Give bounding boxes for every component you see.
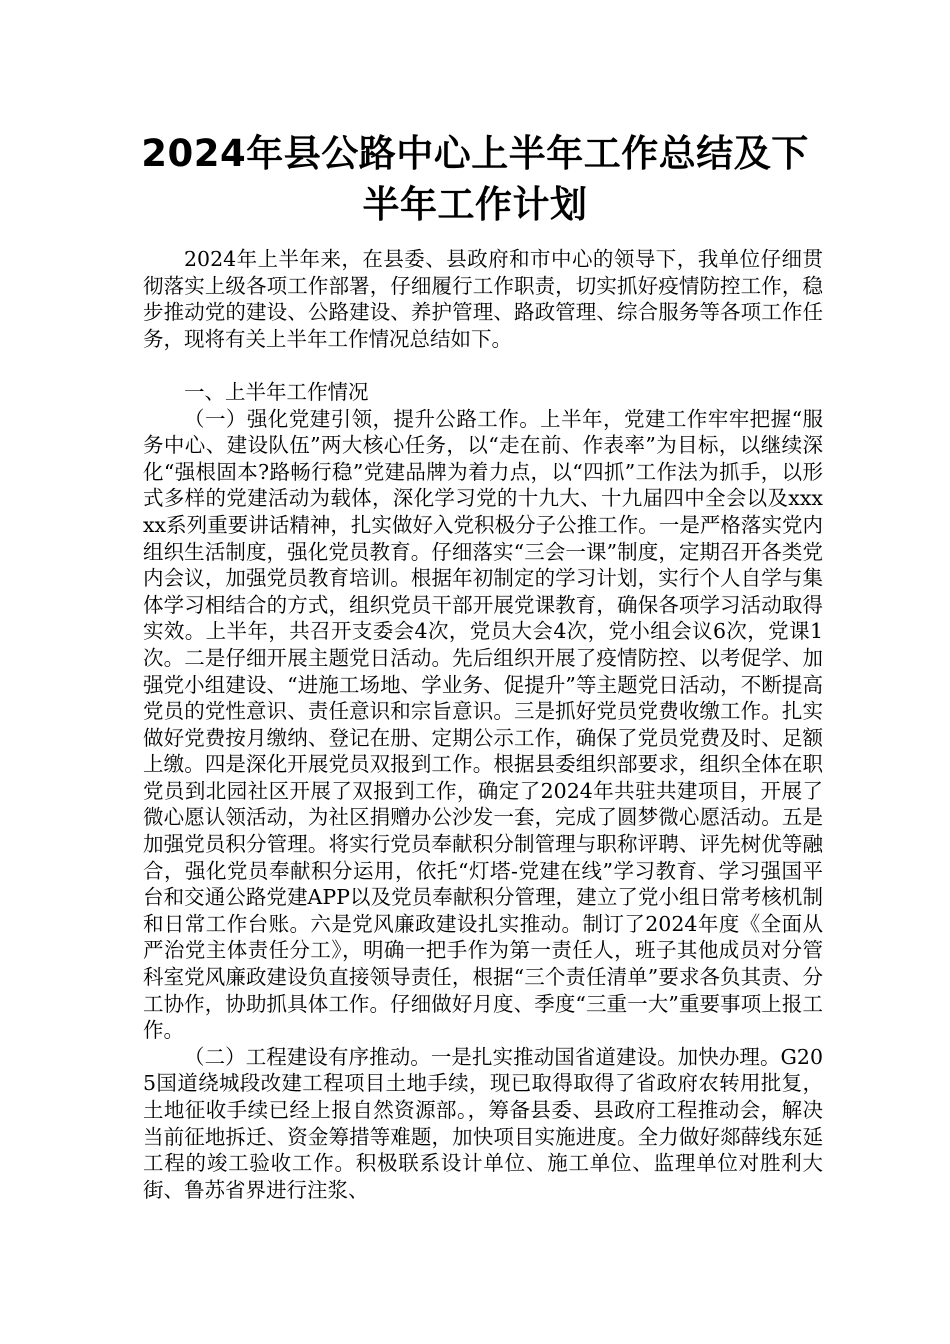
document-body <box>143 246 823 1203</box>
title-line-2: 半年工作计划 <box>362 183 588 226</box>
body-paragraph: （二）工程建设有序推动。一是扎实推动国省道建设。加快办理。G205国道绕城段改建工程项目土地手续，现已取得取得了省政府农转用批复，土地征收手续已经上报自然资源部。，筹备县委、县政府工程推动会，解决当前征地拆迁、资金筹措等难题，加快项目实施进度。全力做好郯薛线东延工程的竣工验收工作。积极联系设计单位、施工单位、监理单位对胜利大街、鲁苏省界进行注浆、 <box>143 1044 823 1202</box>
page-title <box>120 128 830 230</box>
section-heading: 一、上半年工作情况 <box>184 379 369 404</box>
body-paragraph: （一）强化党建引领，提升公路工作。上半年，党建工作牢牢把握“服务中心、建设队伍”两大核心任务，以“走在前、作表率”为目标，以继续深化“强根固本?路畅行稳”党建品牌为着力点，以“四抓”工作法为抓手，以形式多样的党建活动为载体，深化学习党的十九大、十九届四中全会以及xxxxx系列重要讲话精神，扎实做好入党积极分子公推工作。一是严格落实党内组织生活制度，强化党员教育。仔细落实“三会一课”制度，定期召开各类党内会议，加强党员教育培训。根据年初制定的学习计划，实行个人自学与集体学习相结合的方式，组织党员干部开展党课教育，确保各项学习活动取得实效。上半年，共召开支委会4次，党员大会4次，党小组会议6次，党课1次。二是仔细开展主题党日活动。先后组织开展了疫情防控、以考促学、加强党小组建设、“进施工场地、学业务、促提升”等主题党日活动，不断提高党员的党性意识、责任意识和宗旨意识。三是抓好党员党费收缴工作。扎实做好党费按月缴纳、登记在册、定期公示工作，确保了党员党费及时、足额上缴。四是深化开展党员双报到工作。根据县委组织部要求，组织全体在职党员到北园社区开展了双报到工作，确定了2024年共驻共建项目，开展了微心愿认领活动，为社区捐赠办公沙发一套，完成了圆梦微心愿活动。五是加强党员积分管理。将实行党员奉献积分制管理与职称评聘、评先树优等融合，强化党员奉献积分运用，依托“灯塔-党建在线”学习教育、学习强国平台和交通公路党建APP以及党员奉献积分管理，建立了党小组日常考核机制和日常工作台账。六是党风廉政建设扎实推动。制订了2024年度《全面从严治党主体责任分工》，明确一把手作为第一责任人，班子其他成员对分管科室党风廉政建设负直接领导责任，根据“三个责任清单”要求各负其责、分工协作，协助抓具体工作。仔细做好月度、季度“三重一大”重要事项上报工作。 <box>143 406 823 1043</box>
title-line-1: 2024年县公路中心上半年工作总结及下 <box>141 132 809 175</box>
intro-paragraph: 2024年上半年来，在县委、县政府和市中心的领导下，我单位仔细贯彻落实上级各项工作部署，仔细履行工作职责，切实抓好疫情防控工作，稳步推动党的建设、公路建设、养护管理、路政管理、综合服务等各项工作任务，现将有关上半年工作情况总结如下。 <box>143 247 823 351</box>
